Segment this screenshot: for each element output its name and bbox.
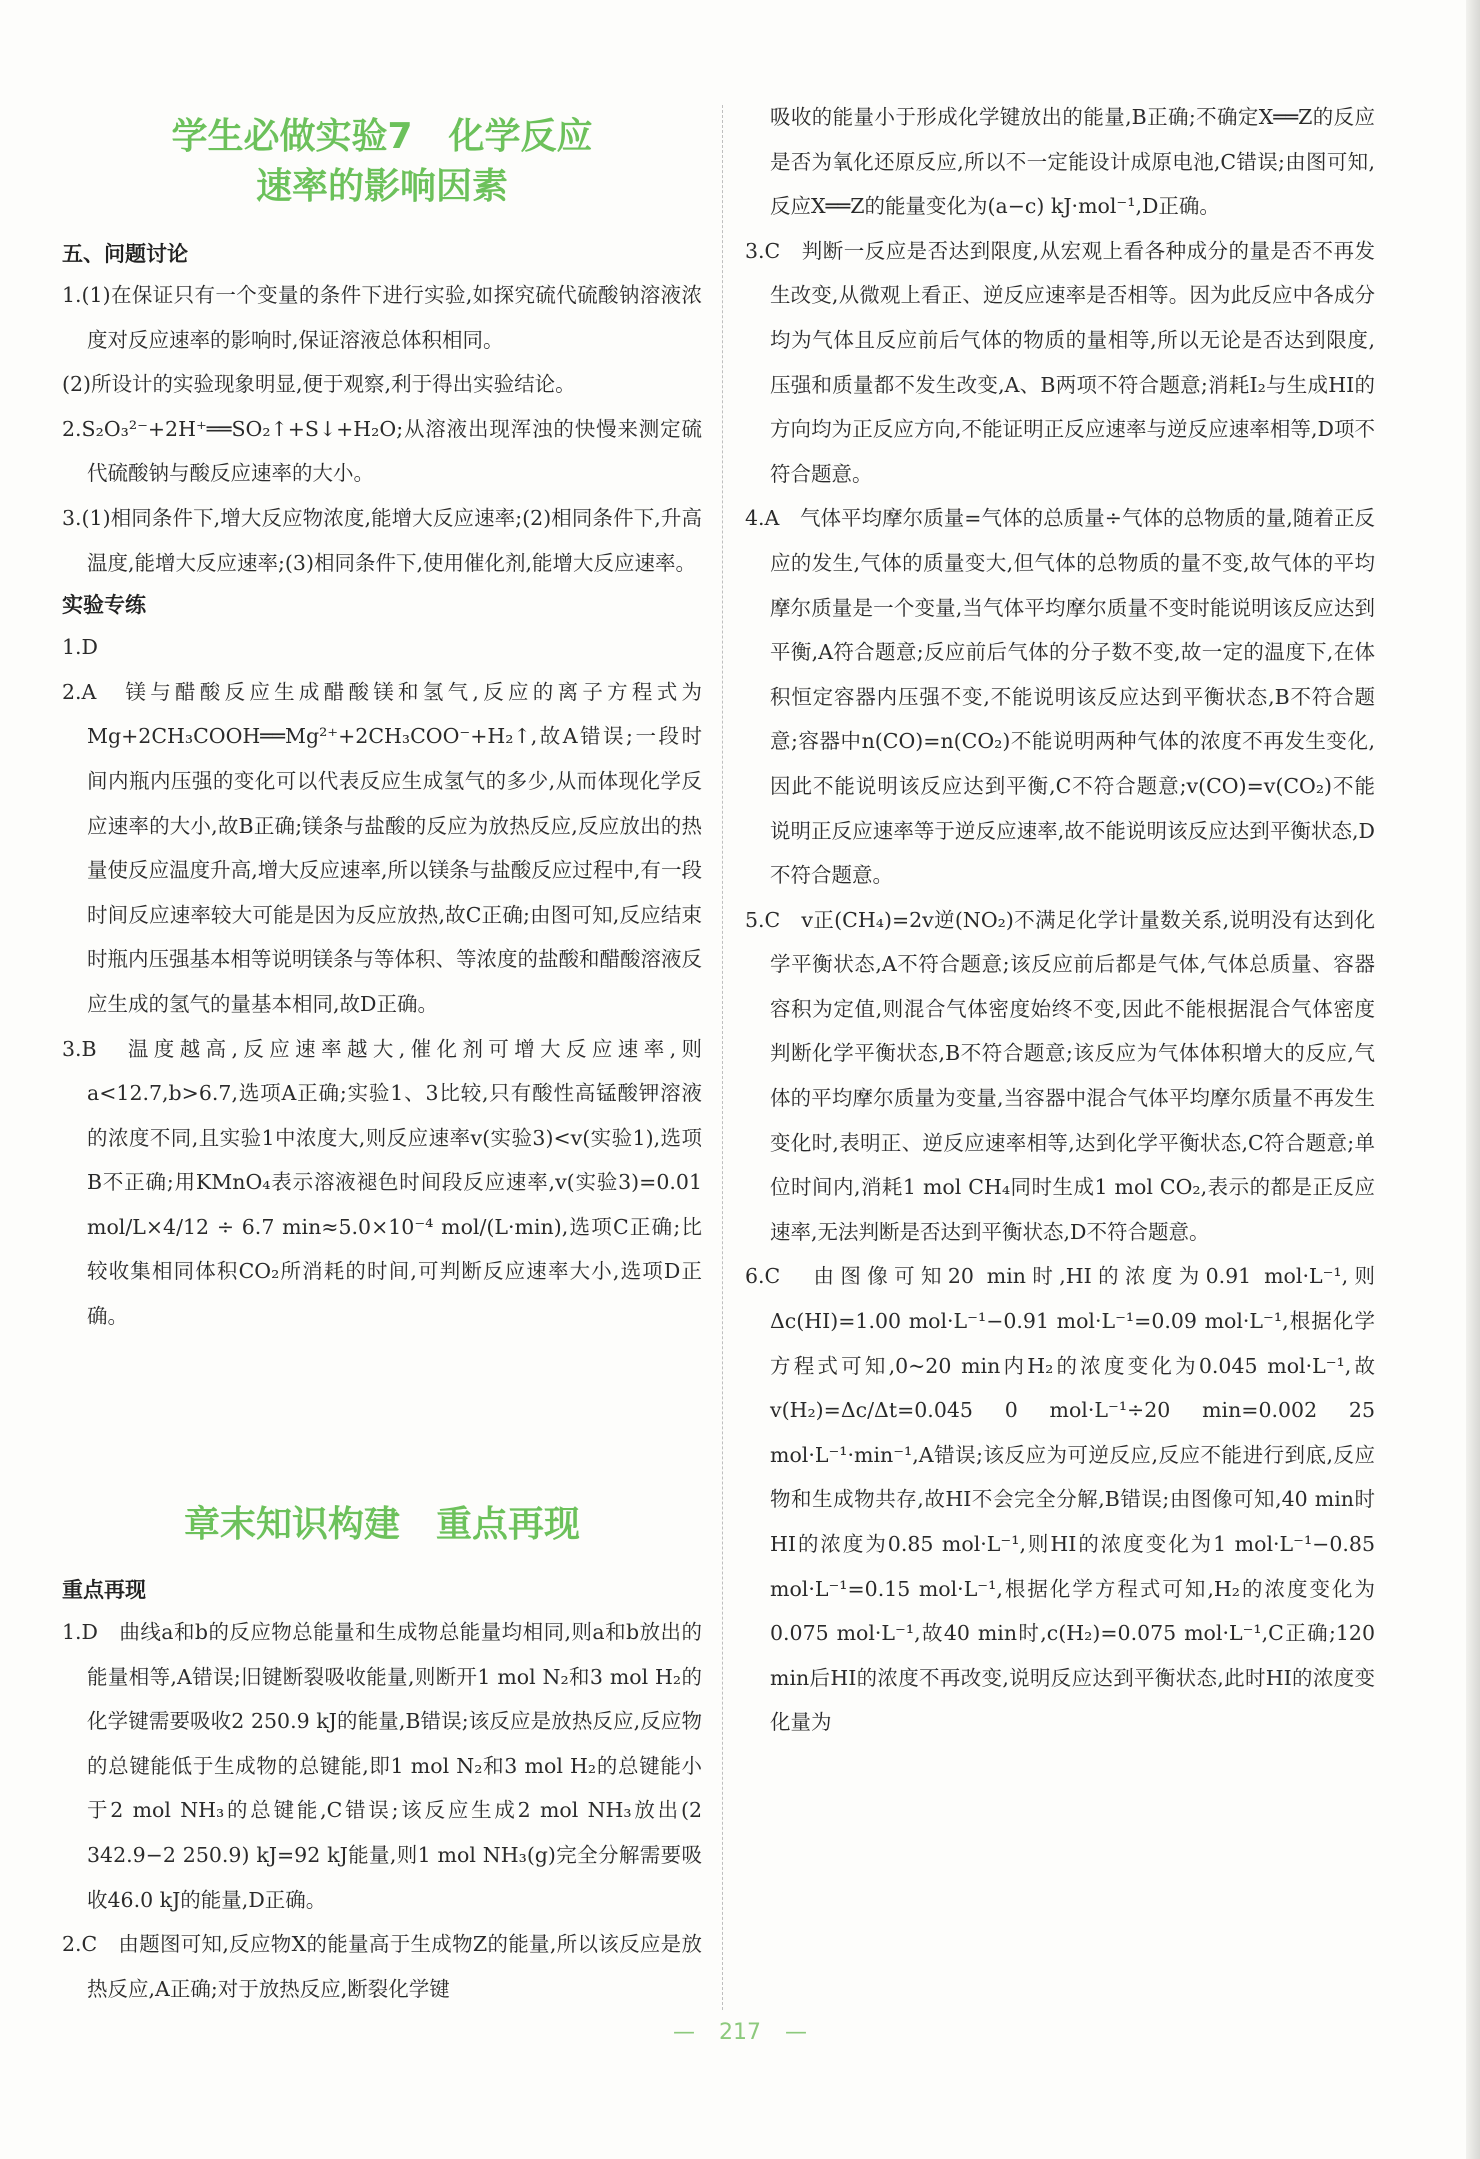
right-column — [745, 0, 1375, 2010]
answer-item: 6.C 由图像可知20 min时,HI的浓度为0.91 mol·L⁻¹,则Δc(HI)=1.00 mol·L⁻¹−0.91 mol·L⁻¹=0.09 mol·L⁻¹,根据化学方程式可知,0~20 min内H₂的浓度变化为0.045 mol·L⁻¹,故v(H₂)=Δc/Δt=0.045 0 mol·L⁻¹÷20 min=0.002 25 mol·L⁻¹·min⁻¹,A错误;该反应为可逆反应,反应不能进行到底,反应物和生成物共存,故HI不会完全分解,B错误;由图像可知,40 min时HI的浓度为0.85 mol·L⁻¹,则HI的浓度变化为1 mol·L⁻¹−0.85 mol·L⁻¹=0.15 mol·L⁻¹,根据化学方程式可知,H₂的浓度变化为0.075 mol·L⁻¹,故40 min时,c(H₂)=0.075 mol·L⁻¹,C正确;120 min后HI的浓度不再改变,说明反应达到平衡状态,此时HI的浓度变化量为 — [745, 1264, 1375, 1735]
title-line-1: 学生必做实验7 化学反应 — [171, 116, 593, 157]
answer-item: 3.C 判断一反应是否达到限度,从宏观上看各种成分的量是否不再发生改变,从微观上看正、逆反应速率是否相等。因为此反应中各成分均为气体且反应前后气体的物质的量相等,所以无论是否达到限度,压强和质量都不发生改变,A、B两项不符合题意;消耗I₂与生成HI的方向均为正反应方向,不能证明正反应速率与逆反应速率相等,D项不符合题意。 — [745, 238, 1375, 486]
answer-item: 5.C v正(CH₄)=2v逆(NO₂)不满足化学计量数关系,说明没有达到化学平衡状态,A不符合题意;该反应前后都是气体,气体总质量、容器容积为定值,则混合气体密度始终不变,因此不能根据混合气体密度判断化学平衡状态,B不符合题意;该反应为气体体积增大的反应,气体的平均摩尔质量为变量,当容器中混合气体平均摩尔质量不再发生变化时,表明正、逆反应速率相等,达到化学平衡状态,C符合题意;单位时间内,消耗1 mol CH₄同时生成1 mol CO₂,表示的都是正反应速率,无法判断是否达到平衡状态,D不符合题意。 — [745, 907, 1375, 1244]
paragraph: 1.(1)在保证只有一个变量的条件下进行实验,如探究硫代硫酸钠溶液浓度对反应速率的影响时,保证溶液总体积相同。 — [62, 283, 702, 352]
paragraph: 2.S₂O₃²⁻+2H⁺══SO₂↑+S↓+H₂O;从溶液出现浑浊的快慢来测定硫代硫酸钠与酸反应速率的大小。 — [62, 416, 702, 486]
title-line-2: 速率的影响因素 — [255, 166, 508, 207]
column-divider — [722, 105, 723, 2010]
section-heading-discussion: 五、问题讨论 — [62, 242, 188, 266]
page-number — [0, 2020, 1480, 2045]
paragraph: 3.(1)相同条件下,增大反应物浓度,能增大反应速率;(2)相同条件下,升高温度,能增大反应速率;(3)相同条件下,使用催化剂,能增大反应速率。 — [62, 505, 702, 575]
chapter-review-title: 章末知识构建 重点再现 — [183, 1504, 580, 1545]
review-block — [62, 1570, 702, 2010]
answer-item: 2.A 镁与醋酸反应生成醋酸镁和氢气,反应的离子方程式为Mg+2CH₃COOH══Mg²⁺+2CH₃COO⁻+H₂↑,故A错误;一段时间内瓶内压强的变化可以代表反应生成氢气的多少,从而体现化学反应速率的大小,故B正确;镁条与盐酸的反应为放热反应,反应放出的热量使反应温度升高,增大反应速率,所以镁条与盐酸反应过程中,有一段时间反应速率较大可能是因为反应放热,故C正确;由图可知,反应结束时瓶内压强基本相等说明镁条与等体积、等浓度的盐酸和醋酸溶液反应生成的氢气的量基本相同,故D正确。 — [62, 679, 702, 1016]
answer-item: 3.B 温度越高,反应速率越大,催化剂可增大反应速率,则a<12.7,b>6.7,选项A正确;实验1、3比较,只有酸性高锰酸钾溶液的浓度不同,且实验1中浓度大,则反应速率v(实验3)<v(实验1),选项B不正确;用KMnO₄表示溶液褪色时间段反应速率,v(实验3)=0.01 mol/L×4/12 ÷ 6.7 min≈5.0×10⁻⁴ mol/(L·min),选项C正确;比较收集相同体积CO₂所消耗的时间,可判断反应速率大小,选项D正确。 — [62, 1036, 702, 1329]
experiment-title — [62, 112, 702, 212]
page-dash-left: — — [673, 2020, 695, 2045]
section-heading-review: 重点再现 — [62, 1578, 146, 1602]
paragraph: (2)所设计的实验现象明显,便于观察,利于得出实验结论。 — [62, 372, 576, 397]
discussion-block — [62, 235, 702, 1339]
page-edge — [1466, 0, 1480, 2159]
page-dash-right: — — [785, 2020, 807, 2045]
page-number-value: 217 — [719, 2020, 761, 2045]
answer-item: 4.A 气体平均摩尔质量=气体的总质量÷气体的总物质的量,随着正反应的发生,气体的质量变大,但气体的总物质的量不变,故气体的平均摩尔质量是一个变量,当气体平均摩尔质量不变时能说明该反应达到平衡,A符合题意;反应前后气体的分子数不变,故一定的温度下,在体积恒定容器内压强不变,不能说明该反应达到平衡状态,B不符合题意;容器中n(CO)=n(CO₂)不能说明两种气体的浓度不再发生变化,因此不能说明该反应达到平衡,C不符合题意;v(CO)=v(CO₂)不能说明正反应速率等于逆反应速率,故不能说明该反应达到平衡状态,D不符合题意。 — [745, 506, 1375, 888]
section-heading-practice: 实验专练 — [62, 593, 146, 618]
right-text-block — [745, 95, 1375, 1745]
answer-item: 2.C 由题图可知,反应物X的能量高于生成物Z的能量,所以该反应是放热反应,A正确;对于放热反应,断裂化学键 — [62, 1932, 702, 2001]
left-column — [62, 0, 702, 2010]
paragraph: 吸收的能量小于形成化学键放出的能量,B正确;不确定X══Z的反应是否为氧化还原反应,所以不一定能设计成原电池,C错误;由图可知,反应X══Z的能量变化为(a−c) kJ·mol⁻¹,D正确。 — [770, 105, 1375, 219]
answer-item: 1.D 曲线a和b的反应物总能量和生成物总能量均相同,则a和b放出的能量相等,A错误;旧键断裂吸收能量,则断开1 mol N₂和3 mol H₂的化学键需要吸收2 250.9 kJ的能量,B错误;该反应是放热反应,反应物的总键能低于生成物的总键能,即1 mol N₂和3 mol H₂的总键能小于2 mol NH₃的总键能,C错误;该反应生成2 mol NH₃放出(2 342.9−2 250.9) kJ=92 kJ能量,则1 mol NH₃(g)完全分解需要吸收46.0 kJ的能量,D正确。 — [62, 1620, 702, 1912]
answer-item: 1.D — [62, 635, 98, 660]
